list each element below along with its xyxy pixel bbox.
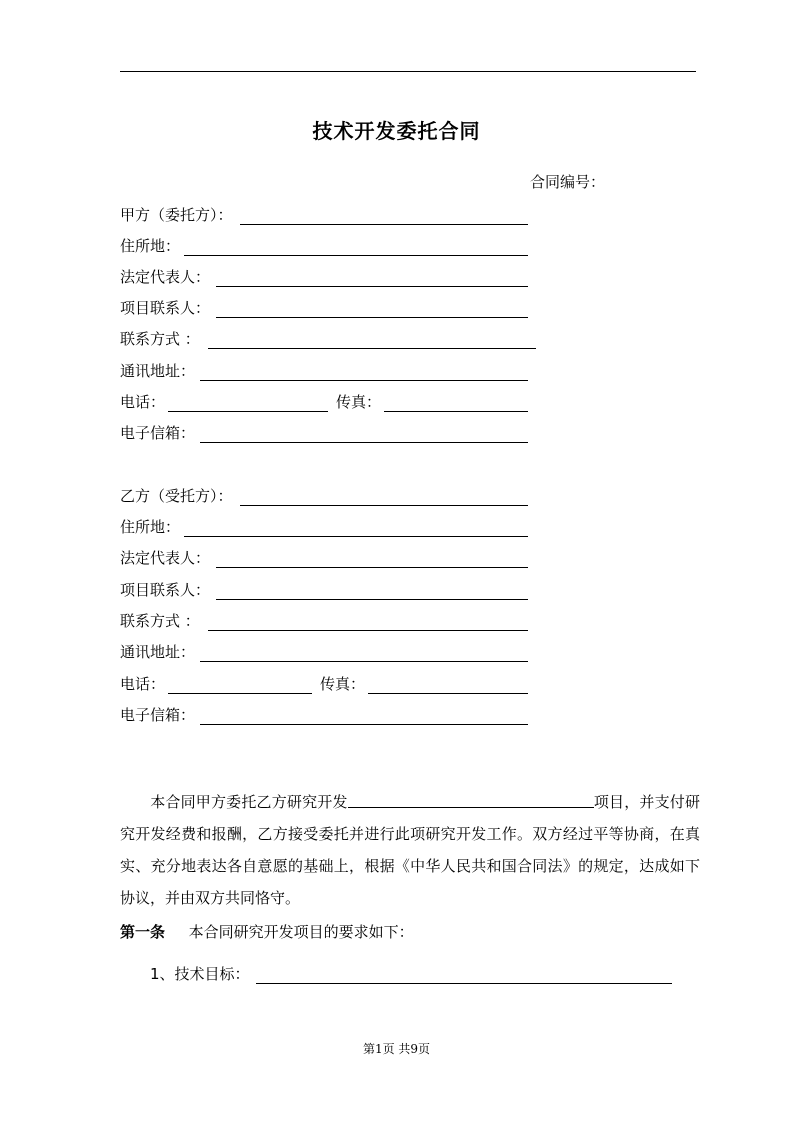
article-1-text: 本合同研究开发项目的要求如下： <box>188 923 414 941</box>
party-a-contact-blank[interactable] <box>216 317 528 318</box>
header-rule <box>120 71 696 72</box>
party-a-email-label: 电子信箱： <box>120 424 196 442</box>
party-b-name-field[interactable] <box>120 485 530 507</box>
party-a-phone-label: 电话： <box>120 393 166 411</box>
party-b-rep-label: 法定代表人： <box>120 549 211 567</box>
party-a-phone-fax-field[interactable] <box>120 391 530 413</box>
party-a-rep-field[interactable] <box>120 266 530 288</box>
party-b-phone-fax-field[interactable] <box>120 673 530 695</box>
intro-text-part1: 本合同甲方委托乙方研究开发 <box>150 793 348 811</box>
party-b-mail-blank[interactable] <box>200 661 528 662</box>
party-a-contact-label: 项目联系人： <box>120 299 211 317</box>
item-1-label: 1、技术目标： <box>150 965 250 983</box>
party-b-method-label: 联系方式 ： <box>120 612 200 630</box>
intro-text-part2: 项目，并支付研究开发经费和报酬，乙方接受委托并进行此项研究开发工作。双方经过平等协商，在真实、充分地表达各自意愿的基础上，根据《中华人民共和国合同法》的规定，达成如下协议，并由双方共同恪守。 <box>120 793 700 907</box>
document-title: 技术开发委托合同 <box>312 119 481 143</box>
party-b-address-field[interactable] <box>120 516 530 538</box>
party-a-name-blank[interactable] <box>240 224 528 225</box>
party-b-fax-blank[interactable] <box>368 693 528 694</box>
party-a-fax-blank[interactable] <box>384 411 528 412</box>
party-b-email-blank[interactable] <box>200 724 528 725</box>
contract-number-label: 合同编号： <box>530 173 606 191</box>
party-a-contact-field[interactable] <box>120 297 530 319</box>
party-a-method-blank[interactable] <box>208 348 536 349</box>
party-b-method-blank[interactable] <box>208 630 528 631</box>
party-b-name-label: 乙方（受托方）： <box>120 487 233 505</box>
party-b-fax-label: 传真： <box>320 675 366 693</box>
page-footer: 第1页 共9页 <box>362 1042 431 1056</box>
party-b-address-label: 住所地： <box>120 518 181 536</box>
party-b-rep-blank[interactable] <box>216 567 528 568</box>
party-a-method-label: 联系方式 ： <box>120 330 200 348</box>
party-b-contact-blank[interactable] <box>216 599 528 600</box>
party-b-phone-label: 电话： <box>120 675 166 693</box>
party-b-contact-label: 项目联系人： <box>120 581 211 599</box>
party-b-name-blank[interactable] <box>240 505 528 506</box>
party-a-email-blank[interactable] <box>200 442 528 443</box>
article-1-number: 第一条 <box>120 923 166 941</box>
party-b-email-label: 电子信箱： <box>120 706 196 724</box>
party-a-phone-blank[interactable] <box>168 411 328 412</box>
party-a-mail-blank[interactable] <box>200 380 528 381</box>
party-a-fax-label: 传真： <box>336 393 382 411</box>
party-a-rep-label: 法定代表人： <box>120 268 211 286</box>
party-a-rep-blank[interactable] <box>216 286 528 287</box>
intro-paragraph <box>120 786 700 914</box>
party-b-address-blank[interactable] <box>184 536 528 537</box>
party-a-email-field[interactable] <box>120 422 530 444</box>
party-b-contact-field[interactable] <box>120 579 530 601</box>
party-a-address-field[interactable] <box>120 235 530 257</box>
party-a-address-label: 住所地： <box>120 237 181 255</box>
party-b-email-field[interactable] <box>120 704 530 726</box>
party-a-address-blank[interactable] <box>184 255 528 256</box>
party-b-method-field[interactable] <box>120 610 530 632</box>
party-b-mail-label: 通讯地址： <box>120 643 196 661</box>
party-a-name-label: 甲方（委托方）： <box>120 206 233 224</box>
party-a-mail-label: 通讯地址： <box>120 362 196 380</box>
item-1-blank[interactable] <box>256 983 672 984</box>
party-b-phone-blank[interactable] <box>168 693 312 694</box>
item-1-field[interactable] <box>150 963 680 985</box>
party-b-rep-field[interactable] <box>120 547 530 569</box>
party-a-name-field[interactable] <box>120 204 530 226</box>
project-name-blank[interactable] <box>348 791 594 808</box>
party-a-method-field[interactable] <box>120 328 540 350</box>
article-1 <box>120 921 414 942</box>
party-b-mail-field[interactable] <box>120 641 530 663</box>
party-a-mail-field[interactable] <box>120 360 530 382</box>
